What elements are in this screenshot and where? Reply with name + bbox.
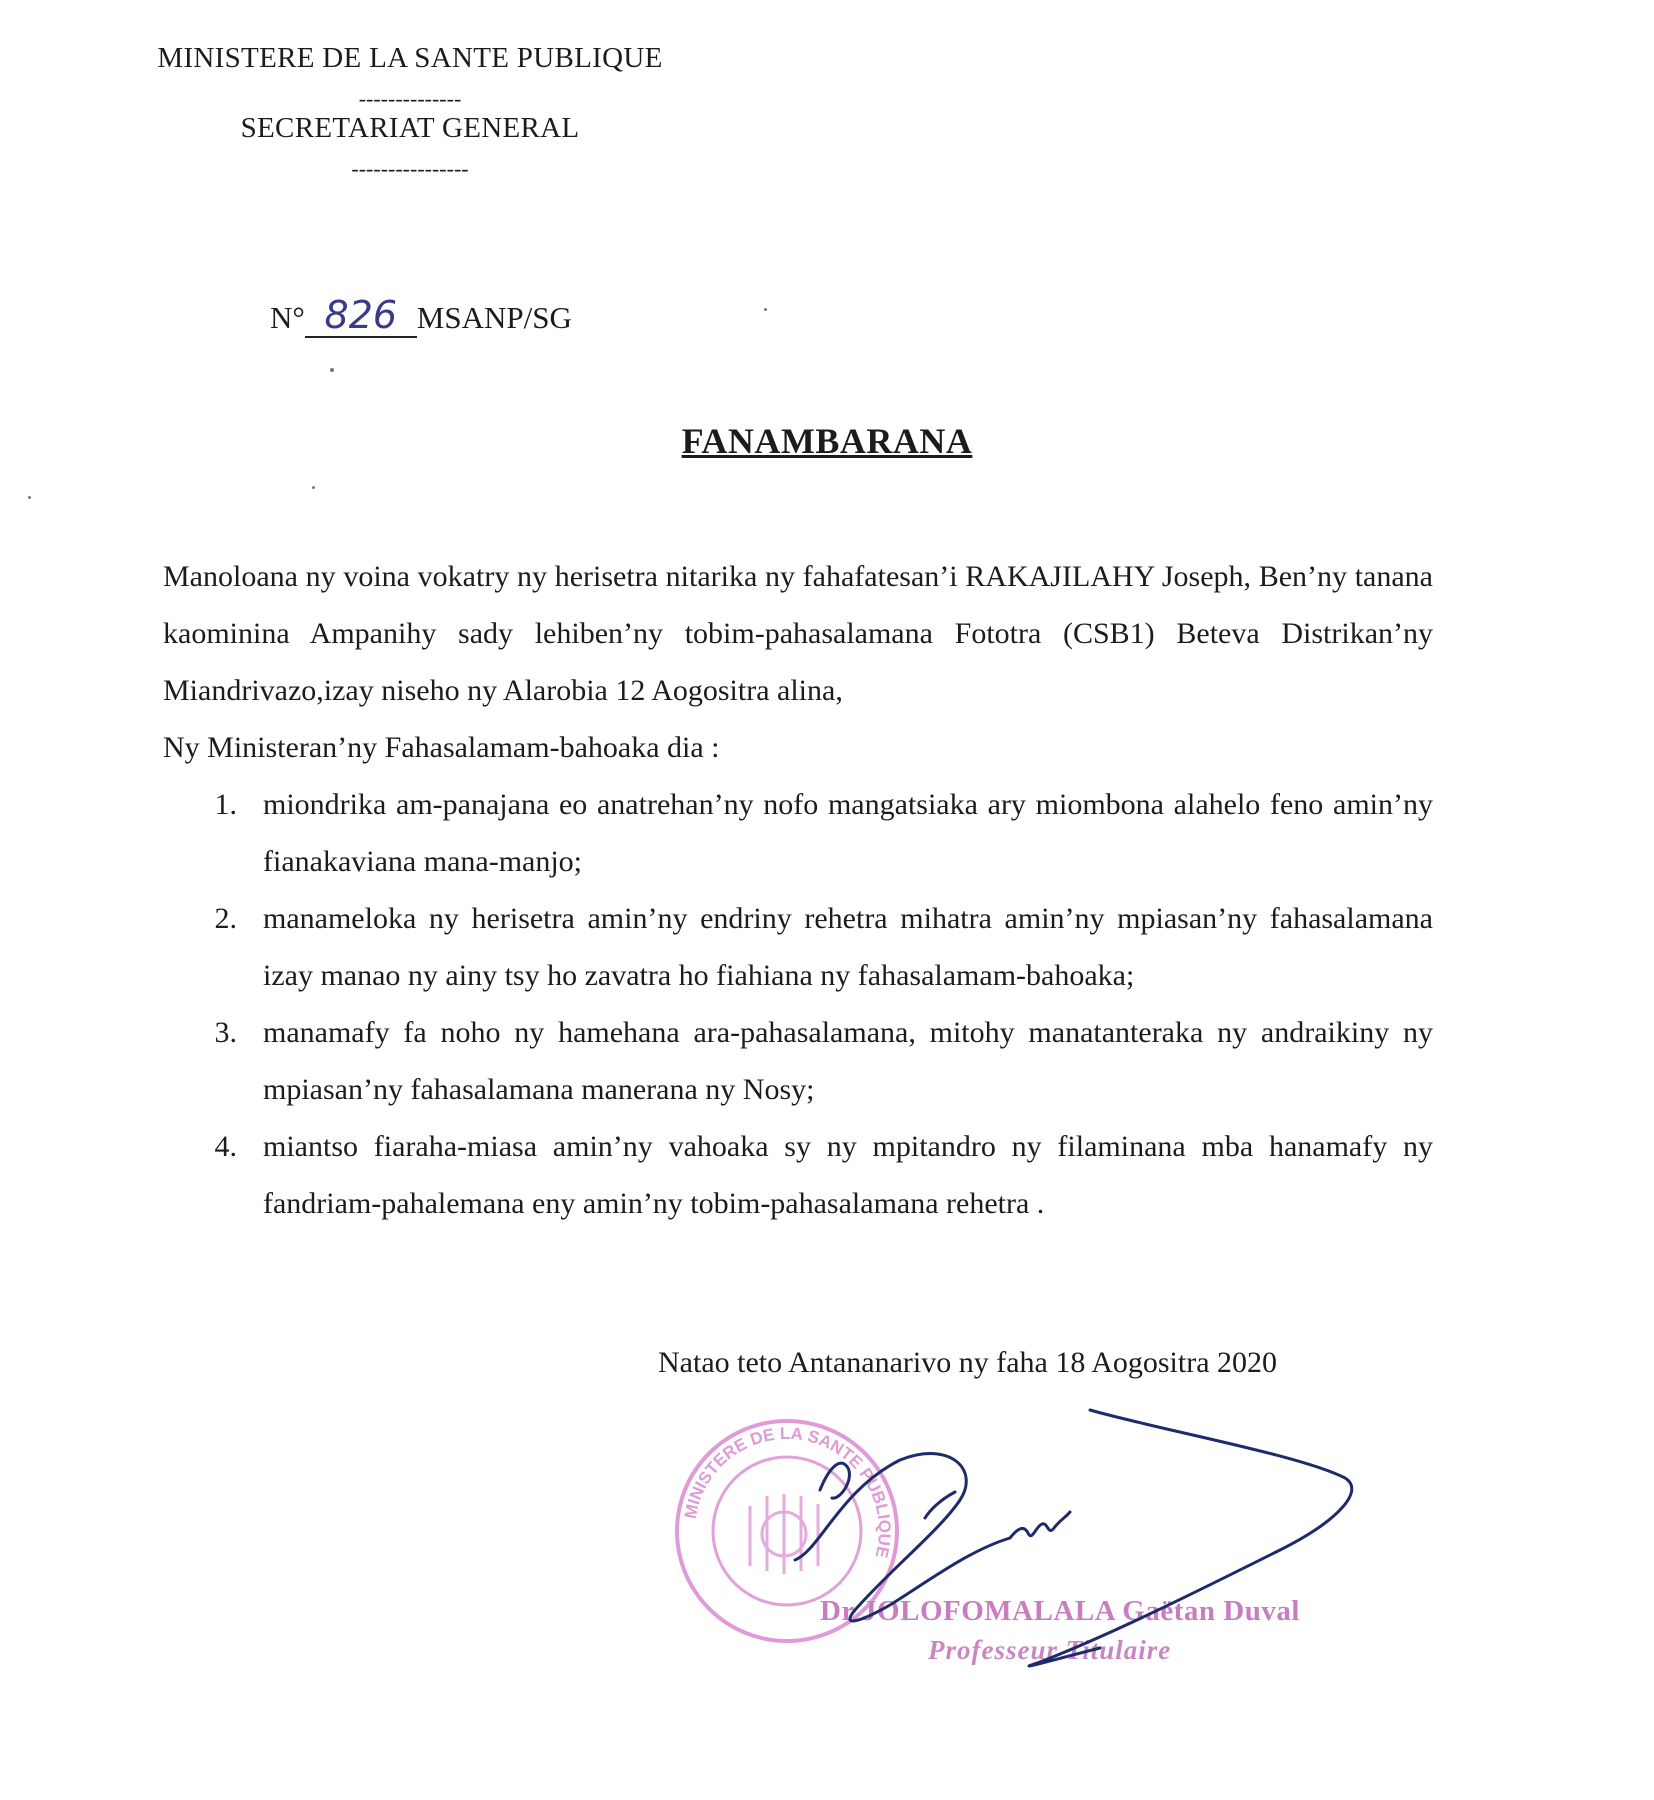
- reference-number: 826: [305, 296, 417, 338]
- list-item-number: 2.: [214, 902, 237, 935]
- handwritten-signature: [780, 1400, 1380, 1700]
- reference-line: [270, 293, 572, 338]
- list-item-number: 4.: [214, 1130, 237, 1163]
- reference-prefix: N°: [270, 300, 305, 335]
- list-item: [163, 1004, 1433, 1118]
- header-secretariat: SECRETARIAT GENERAL: [240, 112, 580, 144]
- header-ministry: MINISTERE DE LA SANTE PUBLIQUE: [157, 42, 663, 74]
- header-separator: ----------------: [351, 156, 469, 181]
- reference-suffix: MSANP/SG: [416, 300, 572, 335]
- list-item-number: 1.: [214, 788, 237, 821]
- lead-paragraph: Ny Ministeran’ny Fahasalamam-bahoaka dia :: [163, 731, 720, 764]
- scan-speck: [28, 496, 31, 499]
- document-title: FANAMBARANA: [681, 421, 973, 461]
- signatory-name-stamp: Dr JOLOFOMALALA Gaëtan Duval: [820, 1595, 1300, 1627]
- signatory-title-stamp: Professeur Titulaire: [928, 1635, 1172, 1665]
- list-item-number: 3.: [214, 1016, 237, 1049]
- place-and-date: Natao teto Antananarivo ny faha 18 Aogositra 2020: [658, 1346, 1278, 1379]
- list-item-text: miondrika am-panajana eo anatrehan’ny nofo mangatsiaka ary miombona alahelo feno amin’ny fianakaviana mana-manjo;: [263, 788, 1433, 878]
- list-item: [163, 890, 1433, 1004]
- list-item-text: manamafy fa noho ny hamehana ara-pahasalamana, mitohy manatanteraka ny andraikiny ny mpiasan’ny fahasalamana manerana ny Nosy;: [263, 1016, 1433, 1106]
- scan-speck: [330, 368, 334, 372]
- intro-paragraph: Manoloana ny voina vokatry ny herisetra nitarika ny fahafatesan’i RAKAJILAHY Joseph, Ben’ny tanana kaominina Ampanihy sady lehiben’ny tobim-pahasalamana Fototra (CSB1) Beteva Distrikan’ny Miandrivazo,izay niseho ny Alarobia 12 Aogositra alina,: [163, 560, 1433, 707]
- list-item: [163, 776, 1433, 890]
- document-body: [163, 548, 1433, 1232]
- scan-speck: [764, 308, 767, 311]
- header-separator: --------------: [358, 86, 462, 111]
- list-item: [163, 1118, 1433, 1232]
- statement-list: [163, 776, 1433, 1232]
- list-item-text: manameloka ny herisetra amin’ny endriny rehetra mihatra amin’ny mpiasan’ny fahasalamana izay manao ny ainy tsy ho zavatra ho fiahiana ny fahasalamam-bahoaka;: [263, 902, 1433, 992]
- list-item-text: miantso fiaraha-miasa amin’ny vahoaka sy ny mpitandro ny filaminana mba hanamafy ny fandriam-pahalemana eny amin’ny tobim-pahasalamana rehetra .: [263, 1130, 1433, 1220]
- scan-speck: [312, 486, 315, 489]
- seal-text: MINISTERE DE LA SANTE PUBLIQUE: [680, 1423, 895, 1560]
